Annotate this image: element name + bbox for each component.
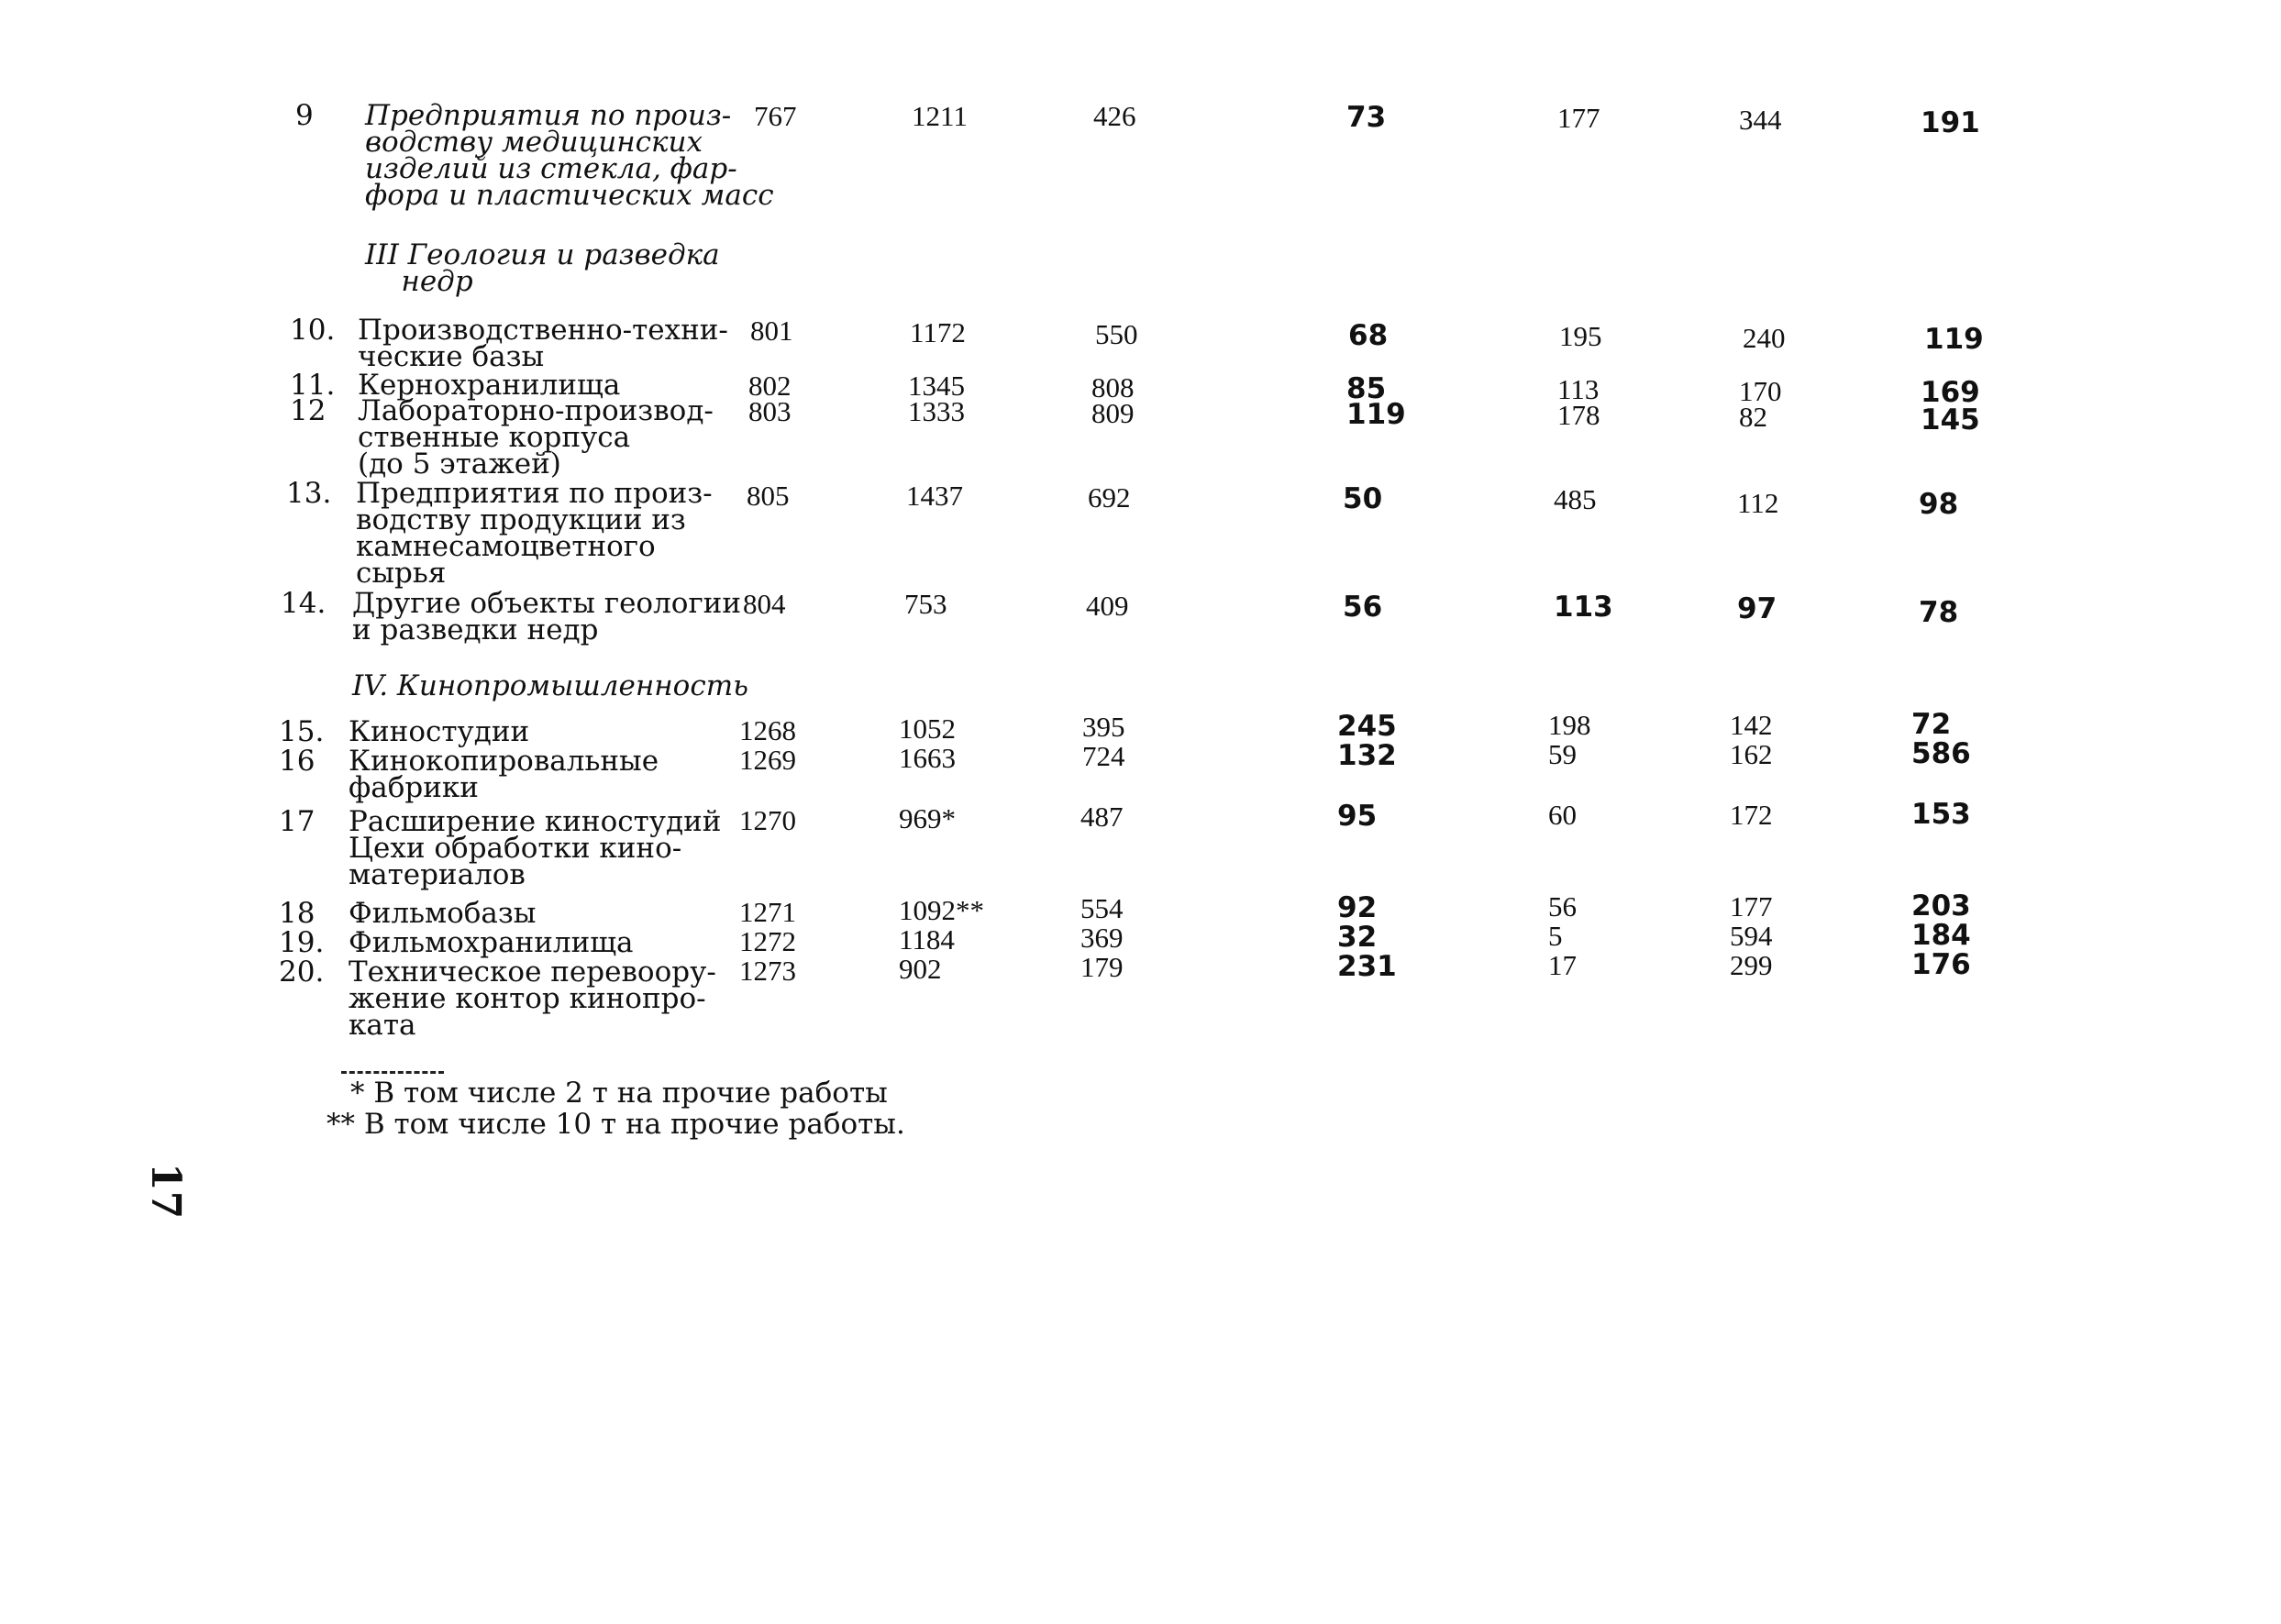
row-16-name: Кинокопировальные фабрики (349, 745, 659, 804)
row-10-name: Производственно-техни- ческие базы (358, 314, 728, 373)
row-9-c2: 1211 (912, 100, 968, 132)
footnote-one: * В том числе 2 т на прочие работы (350, 1077, 888, 1110)
row-11-c7: 169 (1921, 376, 1980, 409)
row-17-c6: 172 (1730, 799, 1773, 831)
row-18-c5: 56 (1548, 890, 1577, 922)
row-11-c6: 170 (1739, 375, 1782, 407)
row-11-c3: 808 (1091, 371, 1135, 403)
row-13-name: Предприятия по произ- водству продукции из камнесамоцветного сырья (356, 477, 713, 590)
row-12-c3: 809 (1091, 397, 1135, 429)
row-17-name: Расширение киностудий Цехи обработки кино- материалов (349, 805, 722, 891)
row-11-c5: 113 (1557, 373, 1600, 405)
row-13-c6: 112 (1737, 487, 1779, 519)
row-18-number: 18 (279, 897, 316, 930)
row-15-c2: 1052 (899, 713, 956, 745)
row-17-c4: 95 (1337, 800, 1378, 833)
row-12-c7: 145 (1921, 403, 1980, 436)
row-11-c1: 802 (748, 370, 792, 402)
row-17-c1: 1270 (739, 804, 796, 836)
row-18-c7: 203 (1911, 889, 1971, 922)
row-11-c4: 85 (1346, 372, 1387, 405)
row-13-c3: 692 (1088, 481, 1131, 514)
row-16-number: 16 (279, 745, 316, 778)
row-18-c2: 1092** (899, 894, 984, 926)
row-11-number: 11. (290, 369, 336, 402)
row-19-c2: 1184 (899, 923, 955, 956)
row-15-name: Киностудии (349, 715, 530, 748)
row-20-c1: 1273 (739, 955, 796, 987)
row-13-c4: 50 (1343, 482, 1383, 515)
row-10-number: 10. (290, 314, 336, 347)
row-12-c4: 119 (1346, 398, 1406, 431)
row-12-number: 12 (290, 394, 327, 427)
row-15-c4: 245 (1337, 710, 1397, 743)
row-14-c1: 804 (743, 588, 786, 620)
row-15-c6: 142 (1730, 709, 1773, 741)
row-19-c7: 184 (1911, 919, 1971, 952)
row-19-c1: 1272 (739, 925, 796, 957)
row-20-c3: 179 (1080, 951, 1124, 983)
row-9-c5: 177 (1557, 102, 1600, 134)
row-16-c4: 132 (1337, 739, 1397, 772)
row-12-name: Лабораторно-производ- ственные корпуса (до 5 этажей) (358, 394, 714, 481)
row-12-c6: 82 (1739, 401, 1767, 433)
row-14-name: Другие объекты геологии и разведки недр (352, 587, 742, 646)
row-9-c6: 344 (1739, 104, 1782, 136)
row-20-c6: 299 (1730, 949, 1773, 981)
row-13-c1: 805 (747, 480, 790, 512)
row-13-c5: 485 (1554, 483, 1597, 515)
row-9-number: 9 (295, 99, 314, 132)
row-19-c6: 594 (1730, 920, 1773, 952)
row-19-c4: 32 (1337, 921, 1378, 954)
row-20-c4: 231 (1337, 950, 1397, 983)
row-9-c7: 191 (1921, 106, 1980, 139)
row-10-c2: 1172 (910, 316, 966, 348)
row-19-number: 19. (279, 926, 325, 959)
row-16-c2: 1663 (899, 742, 956, 774)
row-18-c1: 1271 (739, 896, 796, 928)
row-16-c3: 724 (1082, 740, 1125, 772)
row-14-c7: 78 (1919, 596, 1959, 629)
page-number: 17 (142, 1163, 189, 1220)
row-20-c2: 902 (899, 953, 942, 985)
row-20-c5: 17 (1548, 949, 1577, 981)
row-16-c7: 586 (1911, 737, 1971, 770)
row-10-c5: 195 (1559, 320, 1602, 352)
row-15-c7: 72 (1911, 708, 1952, 741)
row-12-c1: 803 (748, 395, 792, 427)
row-10-c1: 801 (750, 315, 793, 347)
row-13-c2: 1437 (906, 480, 963, 512)
row-14-c2: 753 (904, 588, 947, 620)
row-14-number: 14. (281, 587, 327, 620)
row-10-c3: 550 (1095, 318, 1138, 350)
row-12-c5: 178 (1557, 399, 1600, 431)
row-18-c6: 177 (1730, 890, 1773, 922)
footnote-separator (341, 1071, 444, 1074)
row-17-number: 17 (279, 805, 316, 838)
row-19-name: Фильмохранилища (349, 926, 634, 959)
row-10-c6: 240 (1743, 322, 1786, 354)
row-16-c1: 1269 (739, 744, 796, 776)
row-10-c7: 119 (1924, 323, 1984, 356)
row-11-name: Кернохранилища (358, 369, 621, 402)
row-9-c4: 73 (1346, 101, 1387, 134)
row-20-number: 20. (279, 956, 325, 989)
row-14-c3: 409 (1086, 590, 1129, 622)
row-12-c2: 1333 (908, 395, 965, 427)
row-10-c4: 68 (1348, 319, 1389, 352)
row-15-c1: 1268 (739, 714, 796, 746)
row-20-name: Техническое перевоору- жение контор кинопро- ката (349, 956, 716, 1042)
row-16-c5: 59 (1548, 738, 1577, 770)
row-19-c3: 369 (1080, 922, 1124, 954)
row-18-c4: 92 (1337, 891, 1378, 924)
row-14-c5: 113 (1554, 591, 1613, 624)
row-18-c3: 554 (1080, 892, 1124, 924)
row-9-name: Предприятия по произ- водству медицинских изделий из стекла, фар- фора и пластических масс (365, 99, 774, 212)
row-17-c5: 60 (1548, 799, 1577, 831)
row-15-c3: 395 (1082, 711, 1125, 743)
row-14-c6: 97 (1737, 592, 1777, 625)
section-cinema-heading: IV. Кинопромышленность (352, 669, 748, 702)
row-17-c2: 969* (899, 802, 956, 834)
row-14-c4: 56 (1343, 591, 1383, 624)
row-16-c6: 162 (1730, 738, 1773, 770)
row-15-number: 15. (279, 715, 325, 748)
footnote-two: ** В том числе 10 т на прочие работы. (327, 1108, 905, 1141)
row-15-c5: 198 (1548, 709, 1591, 741)
row-20-c7: 176 (1911, 948, 1971, 981)
row-9-c3: 426 (1093, 100, 1136, 132)
row-19-c5: 5 (1548, 920, 1563, 952)
row-9-c1: 767 (754, 100, 797, 132)
row-13-c7: 98 (1919, 488, 1959, 521)
row-11-c2: 1345 (908, 370, 965, 402)
row-18-name: Фильмобазы (349, 897, 537, 930)
row-17-c3: 487 (1080, 801, 1124, 833)
row-17-c7: 153 (1911, 798, 1971, 831)
section-geology-heading: III Геология и разведка недр (365, 238, 720, 298)
row-13-number: 13. (286, 477, 332, 510)
